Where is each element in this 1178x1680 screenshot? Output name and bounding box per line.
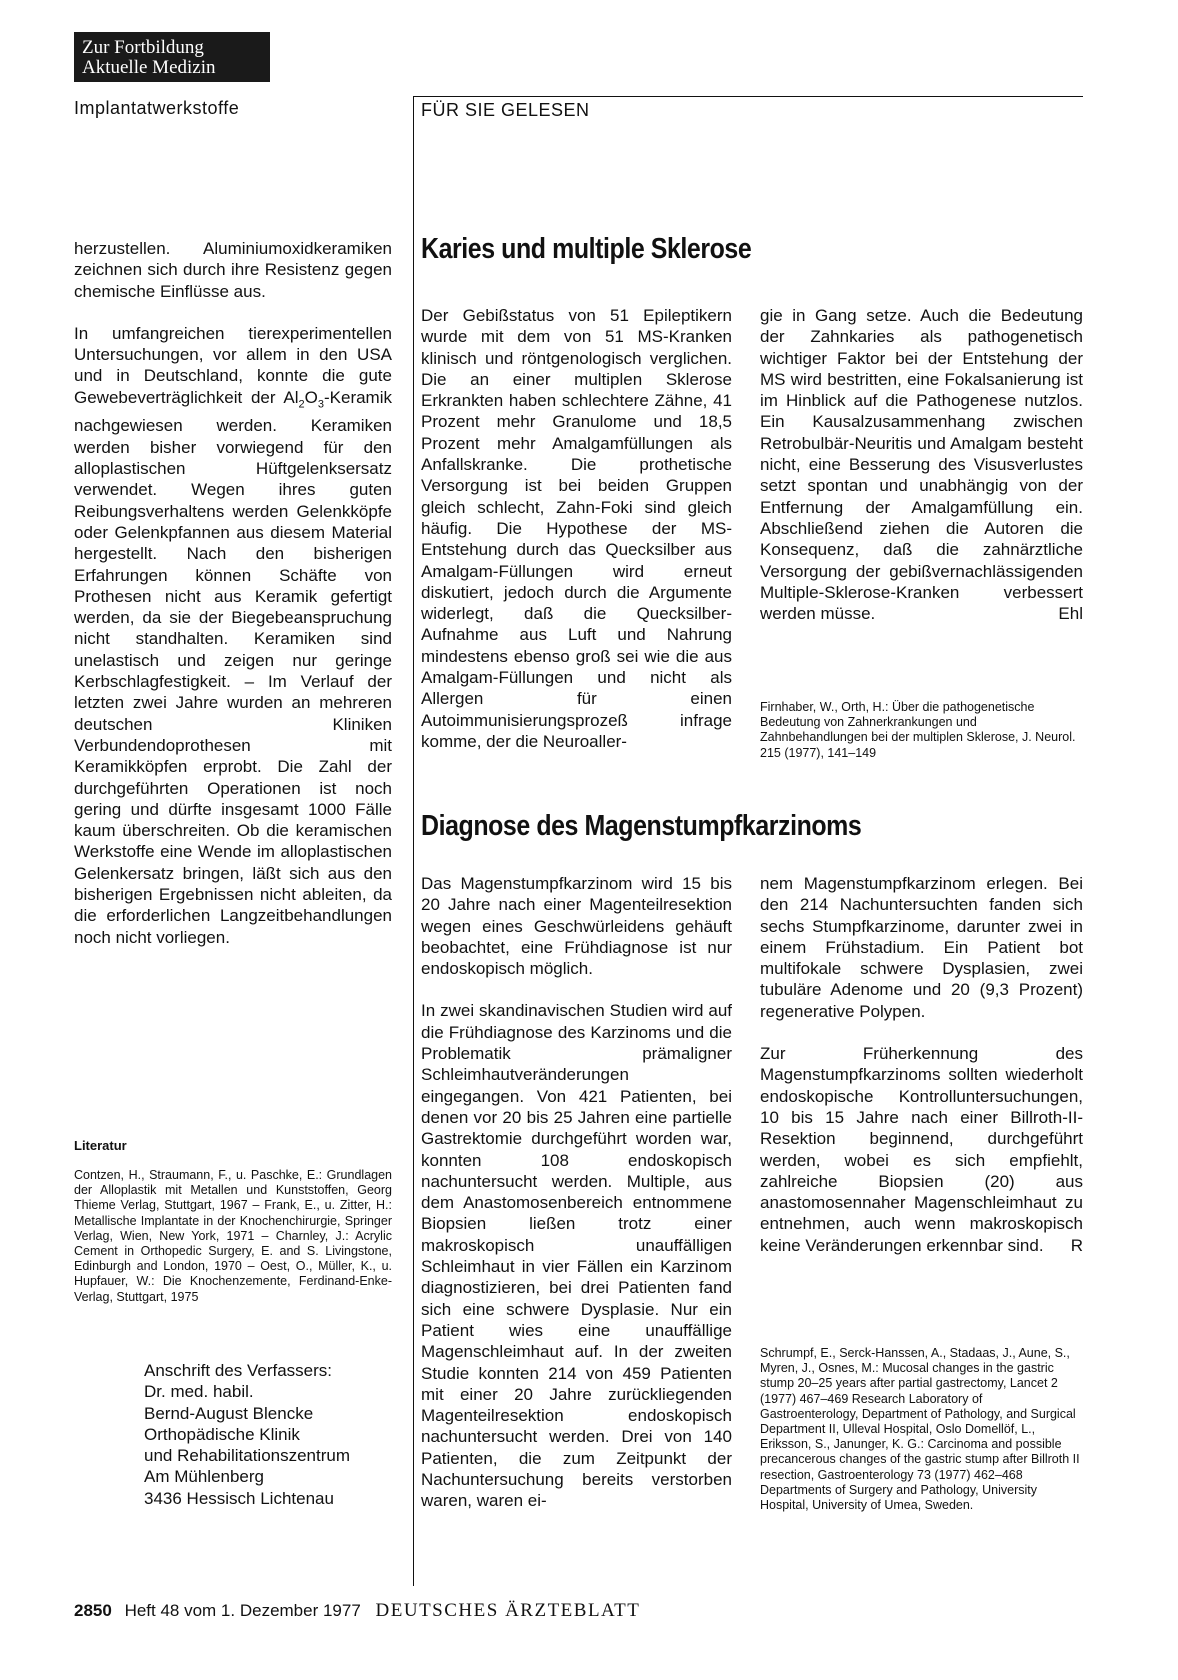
address-line: Orthopädische Klinik xyxy=(144,1424,300,1444)
issue-info: Heft 48 vom 1. Dezember 1977 xyxy=(124,1601,361,1620)
article-1-col-2-text: gie in Gang setze. Auch die Bedeutung der Zahnkaries als pathogenetisch wichtiger Faktor bei der Entstehung der MS wird bestritten, eine Fokalsanierung ist im Hinblick auf die Pathogenese nutzlos. Ein Kausalzusammenhang zwischen Retrobulbär-Neuritis und Amalgam besteht nicht, eine Besserung des Visusverlustes setzt spontan und unabhängig von der Entfernung der Amalgamfüllung ein. Abschließend ziehen die Autoren die Konsequenz, daß die zahnärztliche Versorgung der gebißvernachlässigenden Multiple-Sklerose-Kranken verbessert werden müsse. xyxy=(760,306,1083,624)
article-1-col-2 xyxy=(760,305,1083,624)
author-address xyxy=(144,1360,350,1509)
literature-list: Contzen, H., Straumann, F., u. Paschke, E.: Grundlagen der Alloplastik mit Metallen und Kunststoffen, Georg Thieme Verlag, Stuttgart, 1967 – Frank, E., u. Zitter, H.: Metallische Implantate in der Knochenchirurgie, Springer Verlag, Wien, New York, 1971 – Charnley, J.: Acrylic Cement in Orthopedic Surgery, E. and S. Livingstone, Edinburgh and London, 1970 – Oest, O., Müller, K., u. Hupfauer, W.: Die Knochenzemente, Ferdinand-Enke-Verlag, Stuttgart, 1975 xyxy=(74,1168,392,1304)
page-footer xyxy=(74,1600,640,1622)
article-2-paragraph-4: Zur Früherkennung des Magenstumpfkarzinoms sollten wiederholt endoskopische Kontrolluntersuchungen, 10 bis 15 Jahre nach einer Billroth-II-Resektion beginnend, durchgeführt werden, wobei es sich empfiehlt, zahlreiche Biopsien (20) aus anastomosennaher Magenschleimhaut zu entnehmen, auch wenn makroskopisch keine Veränderungen erkennbar sind. R xyxy=(760,1044,1083,1255)
left-paragraph-2: In umfangreichen tierexperimentellen Untersuchungen, vor allem in den USA und in Deutschland, konnte die gute Gewebeverträglichkeit der $Al_2O_3$-Keramik nachgewiesen werden. Keramiken werden bisher vorwiegend für den alloplastischen Hüftgelenksersatz verwendet. Wegen ihres guten Reibungsverhaltens werden Gelenkköpfe oder Gelenkpfannen aus diesem Material hergestellt. Nach den bisherigen Erfahrungen können Schäfte von Prothesen nicht aus Keramik gefertigt werden, da sie der Biegebeanspruchung nicht standhalten. Keramiken sind unelastisch und zeigen nur geringe Kerbschlagfestigkeit. – Im Verlauf der letzten zwei Jahre wurden an mehreren deutschen Kliniken Verbundendoprothesen mit Keramikköpfen erprobt. Die Zahl der durchgeführten Operationen ist noch gering und dürfte insgesamt 1000 Fälle kaum überschreiten. Ob die keramischen Werkstoffe eine Wende im alloplastischen Gelenkersatz bringen, läßt sich aus den bisherigen Ergebnissen nicht ableiten, da die erforderlichen Langzeitbehandlungen noch nicht vorliegen. xyxy=(74,323,392,947)
article-2-col-2 xyxy=(760,873,1083,1256)
article-1-col-1: Der Gebißstatus von 51 Epileptikern wurde mit dem von 51 MS-Kranken klinisch und röntgenologisch verglichen. Die an einer multiplen Sklerose Erkrankten haben schlechtere Zähne, 41 Prozent mehr Granulome und 18,5 Prozent mehr Amalgamfüllungen als Anfallskranke. Die prothetische Versorgung ist bei beiden Gruppen gleich schlecht, Zahn-Foki sind gleich häufig. Die Hypothese der MS-Entstehung durch das Quecksilber aus Amalgam-Füllungen wird erneut diskutiert, jedoch durch die Argumente widerlegt, daß die Quecksilber-Aufnahme aus Luft und Nahrung mindestens ebenso groß sei wie die aus Amalgam-Füllungen und nicht als Allergen für einen Autoimmunisierungsprozeß infrage komme, der die Neuroaller- xyxy=(421,306,732,751)
journal-name: DEUTSCHES ÄRZTEBLATT xyxy=(375,1600,641,1621)
address-line: Am Mühlenberg xyxy=(144,1467,265,1487)
address-line: Anschrift des Verfassers: xyxy=(144,1361,333,1380)
address-line: Bernd-August Blencke xyxy=(144,1403,314,1423)
article-1-signature: Ehl xyxy=(1058,604,1083,624)
page-number: 2850 xyxy=(74,1601,112,1620)
right-section-title: FÜR SIE GELESEN xyxy=(421,100,590,120)
address-line: Dr. med. habil. xyxy=(144,1382,254,1402)
literature-heading: Literatur xyxy=(74,1138,127,1153)
article-2-paragraph-3: nem Magenstumpfkarzinom erlegen. Bei den 214 Nachuntersuchten fanden sich sechs Stumpfkarzinome, darunter zwei in einem Frühstadium. Ein Patient bot multifokale schwere Dysplasien, zwei tubuläre Adenome und 20 (9,3 Prozent) regenerative Polypen. xyxy=(760,874,1083,1021)
section-badge xyxy=(74,32,270,82)
badge-line-2: Aktuelle Medizin xyxy=(82,57,216,78)
address-line: und Rehabilitationszentrum xyxy=(144,1446,351,1466)
article-2-title: Diagnose des Magenstumpfkarzinoms xyxy=(421,810,862,842)
article-2-paragraph-1: Das Magenstumpfkarzinom wird 15 bis 20 Jahre nach einer Magenteilresektion wegen eines Geschwürleidens gehäuft beobachtet, eine Frühdiagnose ist nur endoskopisch möglich. xyxy=(421,874,732,979)
article-2-reference: Schrumpf, E., Serck-Hanssen, A., Stadaas, J., Aune, S., Myren, J., Osnes, M.: Mucosal changes in the gastric stump 20–25 years after partial gastrectomy, Lancet 2 (1977) 467–469 Research Laboratory of Gastroenterology, Department of Pathology, and Surgical Department II, Ulleval Hospital, Oslo Domellöf, L., Eriksson, S., Janunger, K. G.: Carcinoma and possible precancerous changes of the gastric stump after Billroth II resection, Gastroenterology 73 (1977) 462–468 Departments of Surgery and Pathology, University Hospital, University of Umea, Sweden. xyxy=(760,1346,1080,1513)
column-divider xyxy=(413,96,414,1586)
article-1-title: Karies und multiple Sklerose xyxy=(421,233,752,265)
header-rule xyxy=(413,96,1083,97)
left-article-body xyxy=(74,238,392,948)
article-2-col-1 xyxy=(421,873,732,1512)
address-line: 3436 Hessisch Lichtenau xyxy=(144,1488,334,1508)
article-2-paragraph-2: In zwei skandinavischen Studien wird auf die Frühdiagnose des Karzinoms und die Problematik prämaligner Schleimhautveränderungen eingegangen. Von 421 Patienten, bei denen vor 20 bis 25 Jahren eine partielle Gastrektomie durchgeführt worden war, konnten 108 endoskopisch nachuntersucht werden. Multiple, aus dem Anastomosenbereich entnommene Biopsien ließen trotz einer makroskopisch unauffälligen Schleimhaut in vier Fällen ein Karzinom diagnostizieren, bei drei Patienten fand sich eine schwere Dysplasie. Nur ein Patient wies eine unauffällige Magenschleimhaut auf. In der zweiten Studie konnten 214 von 459 Patienten mit einer 20 Jahre zurückliegenden Magenteilresektion endoskopisch nachuntersucht werden. Drei von 140 Patienten, die zum Zeitpunkt der Nachuntersuchung bereits verstorben waren, waren ei- xyxy=(421,1001,732,1511)
article-2-signature: R xyxy=(1070,1235,1083,1255)
article-1-reference: Firnhaber, W., Orth, H.: Über die pathogenetische Bedeutung von Zahnerkrankungen und Zahnbehandlungen bei der multiplen Sklerose, J. Neurol. 215 (1977), 141–149 xyxy=(760,700,1076,760)
badge-line-1: Zur Fortbildung xyxy=(82,37,204,58)
left-section-title: Implantatwerkstoffe xyxy=(74,98,240,118)
left-paragraph-1: herzustellen. Aluminiumoxidkeramiken zeichnen sich durch ihre Resistenz gegen chemische Einflüsse aus. xyxy=(74,239,392,301)
